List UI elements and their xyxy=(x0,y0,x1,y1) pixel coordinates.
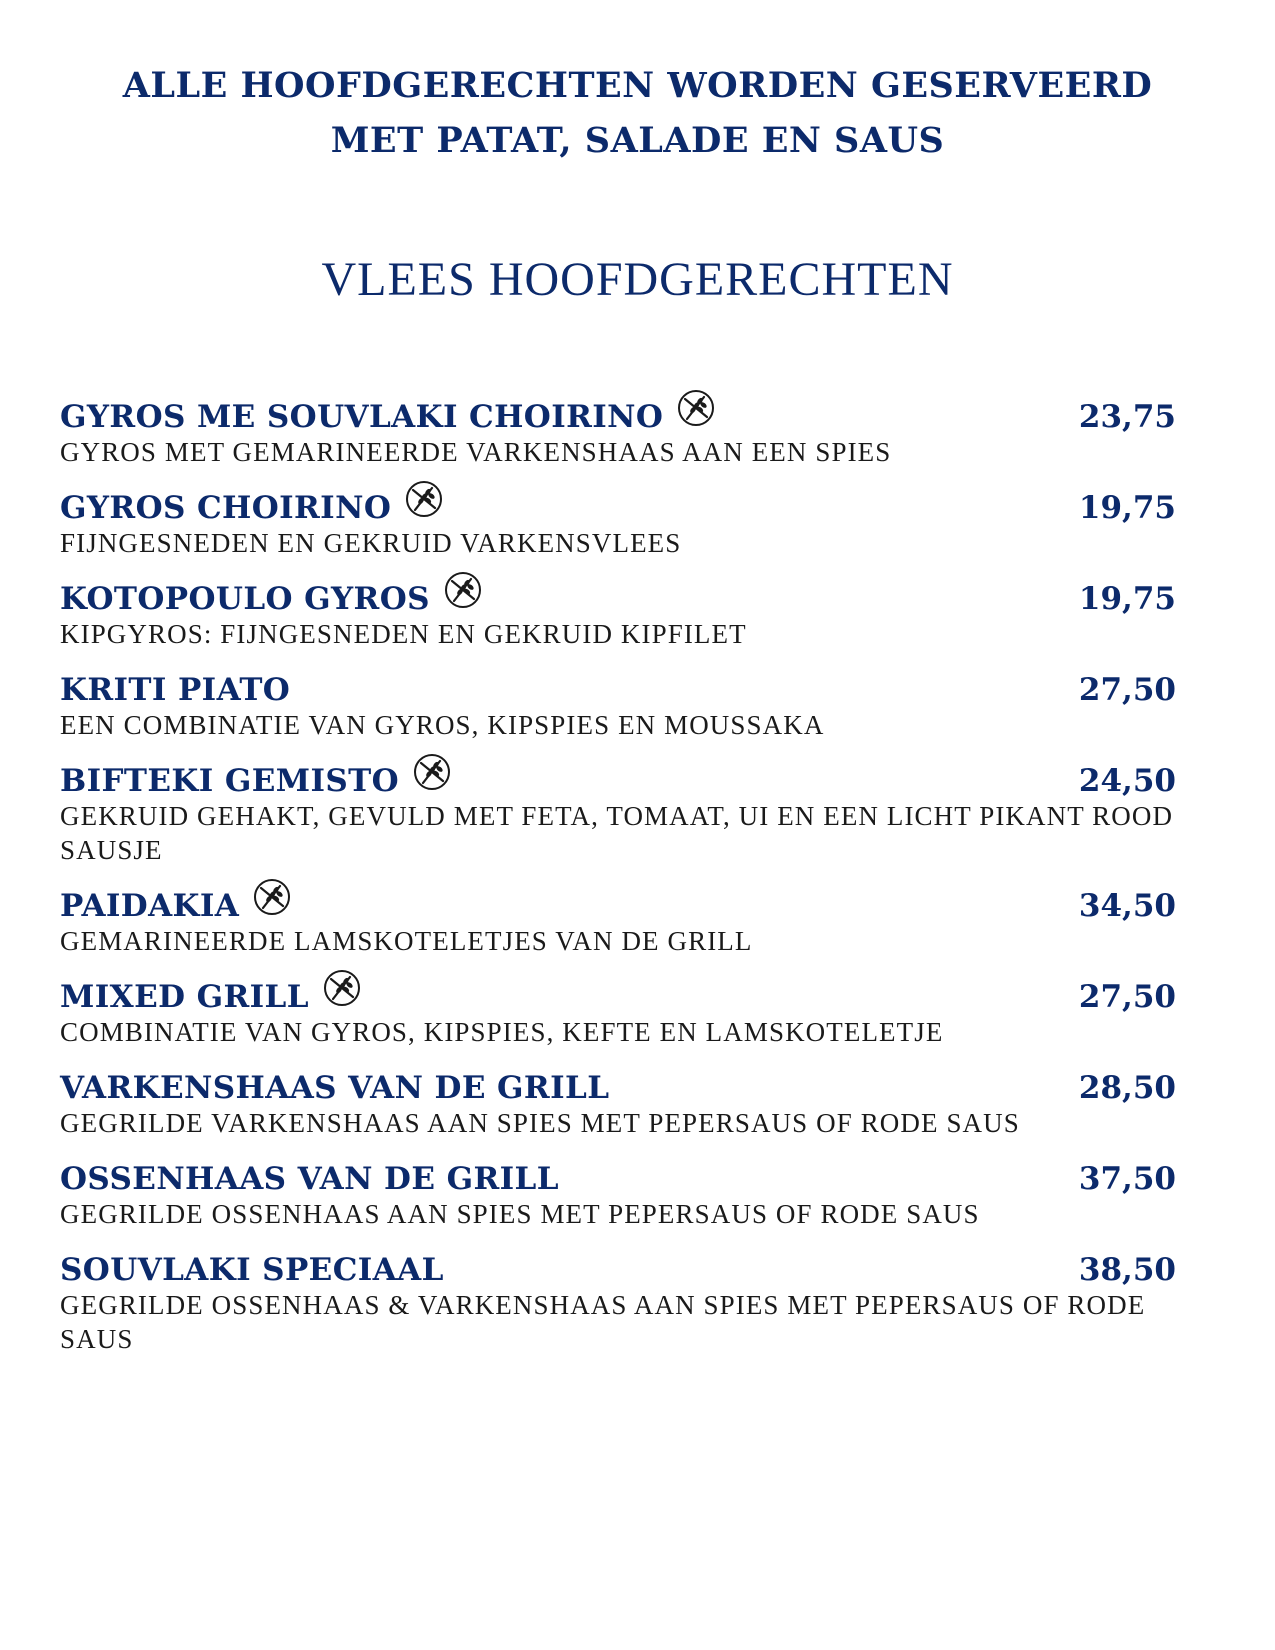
gluten-free-icon xyxy=(404,479,444,519)
dish-name: KOTOPOULO GYROS xyxy=(60,581,430,617)
dish-name: VARKENSHAAS VAN DE GRILL xyxy=(60,1070,610,1106)
dish-price: 23,75 xyxy=(1078,399,1176,435)
dish-name: GYROS CHOIRINO xyxy=(60,490,392,526)
dish-price: 19,75 xyxy=(1078,490,1176,526)
dish-description: GEGRILDE OSSENHAAS & VARKENSHAAS AAN SPIES MET PEPERSAUS OF RODE SAUS xyxy=(60,1290,1146,1354)
dish-price: 28,50 xyxy=(1078,1070,1176,1106)
dish-name-row xyxy=(60,1159,559,1199)
dish-price: 19,75 xyxy=(1078,581,1176,617)
dish-description: GEMARINEERDE LAMSKOTELETJES VAN DE GRILL xyxy=(60,926,753,956)
dish-name-row xyxy=(60,670,290,710)
menu-list xyxy=(60,397,1180,1356)
dish-price: 27,50 xyxy=(1078,672,1176,708)
dish-name: KRITI PIATO xyxy=(60,672,291,708)
dish-description: GEKRUID GEHAKT, GEVULD MET FETA, TOMAAT, UI EN EEN LICHT PIKANT ROOD SAUSJE xyxy=(60,801,1174,865)
dish-price: 38,50 xyxy=(1078,1252,1176,1288)
dish-name: BIFTEKI GEMISTO xyxy=(60,763,400,799)
dish-price: 24,50 xyxy=(1078,763,1176,799)
dish-price: 37,50 xyxy=(1078,1161,1176,1197)
dish-description: GYROS MET GEMARINEERDE VARKENSHAAS AAN EEN SPIES xyxy=(60,437,892,467)
serving-notice-line-2: MET PATAT, SALADE EN SAUS xyxy=(330,120,945,161)
menu-item xyxy=(60,488,1180,560)
menu-item xyxy=(60,670,1180,742)
dish-description: GEGRILDE VARKENSHAAS AAN SPIES MET PEPERSAUS OF RODE SAUS xyxy=(60,1108,1020,1138)
dish-name-row xyxy=(60,579,483,619)
dish-description: COMBINATIE VAN GYROS, KIPSPIES, KEFTE EN LAMSKOTELETJE xyxy=(60,1017,944,1047)
menu-item xyxy=(60,1159,1180,1231)
menu-item xyxy=(60,579,1180,651)
serving-notice xyxy=(0,58,1275,168)
dish-name-row xyxy=(60,488,444,528)
menu-item xyxy=(60,1250,1180,1356)
menu-item xyxy=(60,977,1180,1049)
gluten-free-icon xyxy=(252,877,292,917)
dish-name: MIXED GRILL xyxy=(60,979,309,1015)
dish-name-row xyxy=(60,761,452,801)
dish-name-row xyxy=(60,1068,609,1108)
gluten-free-icon xyxy=(412,752,452,792)
dish-description: KIPGYROS: FIJNGESNEDEN EN GEKRUID KIPFILET xyxy=(60,619,747,649)
menu-item xyxy=(60,886,1180,958)
gluten-free-icon xyxy=(443,570,483,610)
dish-description: GEGRILDE OSSENHAAS AAN SPIES MET PEPERSAUS OF RODE SAUS xyxy=(60,1199,980,1229)
dish-name: PAIDAKIA xyxy=(60,888,240,924)
dish-price: 27,50 xyxy=(1078,979,1176,1015)
dish-name: SOUVLAKI SPECIAAL xyxy=(60,1252,444,1288)
dish-name-row xyxy=(60,397,716,437)
section-title: VLEES HOOFDGERECHTEN xyxy=(321,253,954,306)
menu-item xyxy=(60,1068,1180,1140)
dish-name: GYROS ME SOUVLAKI CHOIRINO xyxy=(60,399,664,435)
menu-item xyxy=(60,397,1180,469)
menu-item xyxy=(60,761,1180,867)
dish-name-row xyxy=(60,1250,444,1290)
dish-description: FIJNGESNEDEN EN GEKRUID VARKENSVLEES xyxy=(60,528,682,558)
dish-name-row xyxy=(60,886,292,926)
serving-notice-line-1: ALLE HOOFDGERECHTEN WORDEN GESERVEERD xyxy=(122,65,1153,106)
gluten-free-icon xyxy=(322,968,362,1008)
dish-description: EEN COMBINATIE VAN GYROS, KIPSPIES EN MOUSSAKA xyxy=(60,710,825,740)
dish-name: OSSENHAAS VAN DE GRILL xyxy=(60,1161,559,1197)
dish-price: 34,50 xyxy=(1078,888,1176,924)
gluten-free-icon xyxy=(676,388,716,428)
dish-name-row xyxy=(60,977,362,1017)
